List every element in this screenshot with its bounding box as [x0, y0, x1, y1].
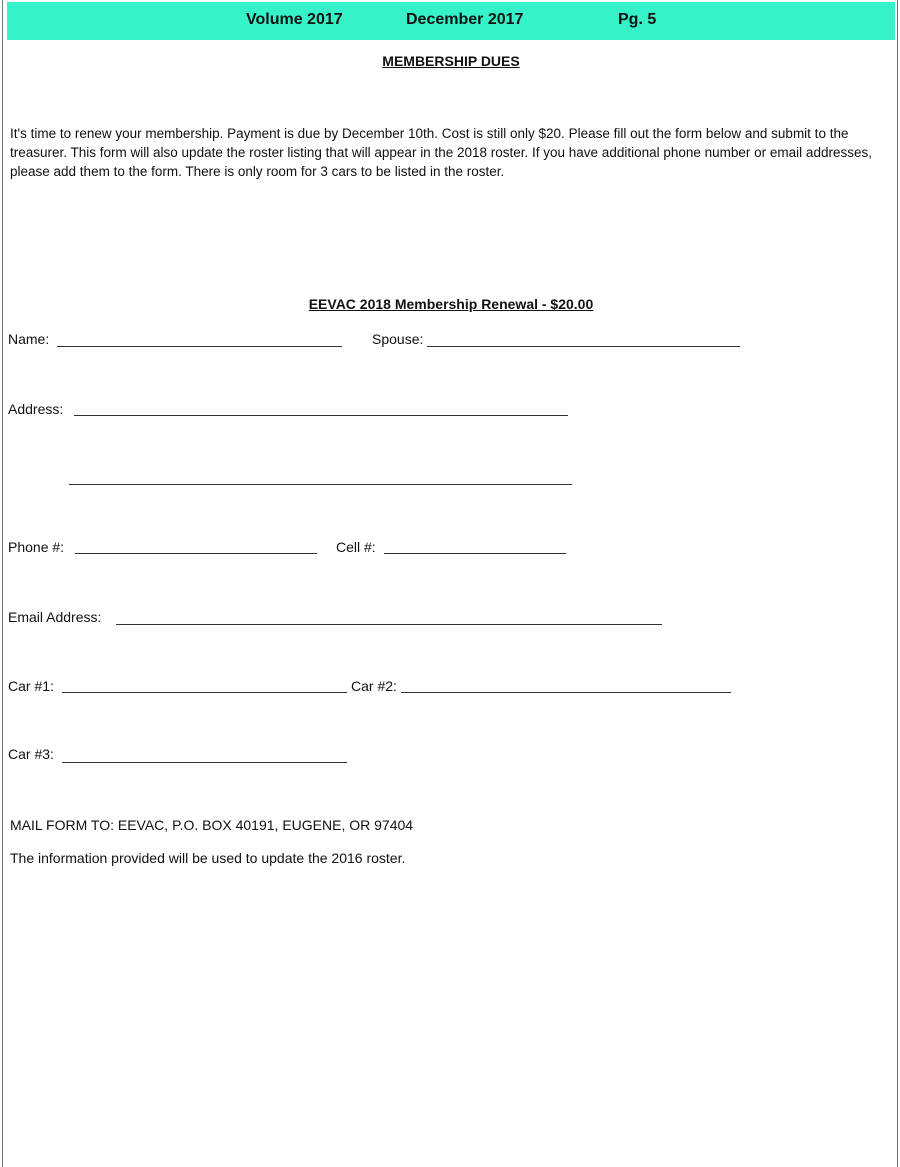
page-header-bar	[7, 2, 895, 40]
mail-to-address: MAIL FORM TO: EEVAC, P.O. BOX 40191, EUGENE, OR 97404	[10, 817, 414, 833]
car2-field-line[interactable]	[401, 692, 731, 693]
car1-label: Car #1:	[8, 678, 54, 694]
car3-label: Car #3:	[8, 746, 54, 762]
address-field-line-1[interactable]	[74, 415, 568, 416]
car1-field-line[interactable]	[62, 692, 347, 693]
name-label: Name:	[8, 331, 50, 347]
section-title: MEMBERSHIP DUES	[382, 53, 520, 69]
header-page-number: Pg. 5	[618, 11, 657, 28]
car2-label: Car #2:	[351, 678, 397, 694]
email-field-line[interactable]	[116, 624, 662, 625]
address-field-line-2[interactable]	[69, 484, 572, 485]
phone-label: Phone #:	[8, 539, 65, 555]
spouse-field-line[interactable]	[427, 346, 740, 347]
cell-field-line[interactable]	[384, 553, 566, 554]
spouse-label: Spouse:	[372, 331, 424, 347]
newsletter-page	[2, 0, 898, 1167]
header-date: December 2017	[406, 11, 524, 28]
phone-field-line[interactable]	[75, 553, 317, 554]
intro-paragraph: It's time to renew your membership. Payment is due by December 10th. Cost is still only $20. Please fill out the form below and submit to the treasurer. This form will also update the roster listing that will appear in the 2018 roster. If you have additional phone number or email addresses, please add them to the form. There is only room for 3 cars to be listed in the roster.	[10, 126, 872, 179]
header-volume: Volume 2017	[246, 11, 343, 28]
form-title: EEVAC 2018 Membership Renewal - $20.00	[308, 296, 594, 312]
car3-field-line[interactable]	[62, 762, 347, 763]
name-field-line[interactable]	[57, 346, 342, 347]
roster-note: The information provided will be used to update the 2016 roster.	[10, 850, 406, 866]
email-label: Email Address:	[8, 609, 102, 625]
address-label: Address:	[8, 401, 64, 417]
cell-label: Cell #:	[336, 539, 376, 555]
